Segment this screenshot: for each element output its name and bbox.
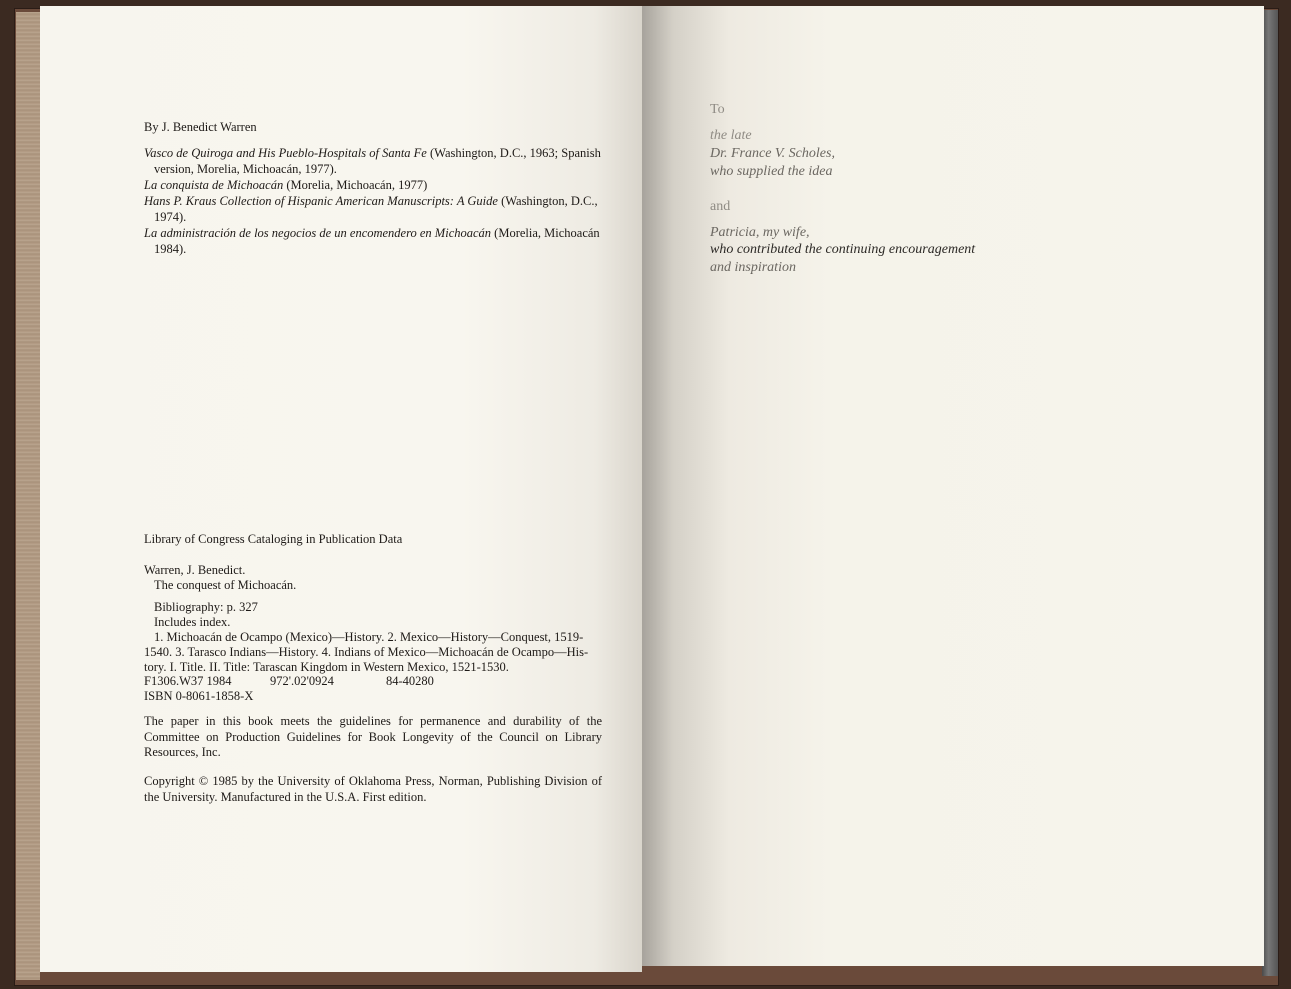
paper-note: The paper in this book meets the guidelines for permanence and durability of the Committee on Production Guidelines for Book Longevity of the Council on Library Resources, Inc. [144, 714, 602, 760]
cover-edge [16, 12, 40, 980]
dedication-line: Dr. France V. Scholes, [710, 146, 835, 161]
work-title: La conquista de Michoacán [144, 178, 284, 192]
work-item-continued: 1974). [154, 210, 187, 224]
left-page [40, 6, 642, 972]
work-item [144, 194, 598, 210]
cip-subjects-line: tory. I. Title. II. Title: Tarascan Kingdom in Western Mexico, 1521-1530. [144, 660, 509, 674]
cip-author: Warren, J. Benedict. [144, 563, 246, 577]
dedication-line: who supplied the idea [710, 164, 833, 179]
copyright-notice: Copyright © 1985 by the University of Oklahoma Press, Norman, Publishing Division of the University. Manufactured in the U.S.A. First edition. [144, 774, 602, 804]
author-line: By J. Benedict Warren [144, 120, 257, 134]
cip-heading: Library of Congress Cataloging in Publication Data [144, 532, 403, 546]
work-item [144, 146, 601, 162]
work-details: (Washington, D.C., 1963; Spanish [426, 146, 601, 160]
dedication-line: Patricia, my wife, [710, 225, 810, 240]
cip-title: The conquest of Michoacán. [154, 578, 297, 592]
cip-call-number: F1306.W37 1984 [144, 674, 232, 688]
work-title: La administración de los negocios de un encomendero en Michoacán [144, 226, 492, 240]
work-item [144, 226, 600, 242]
dedication-line: the late [710, 128, 752, 143]
cip-bibliography: Bibliography: p. 327 [154, 600, 258, 614]
cip-subjects-line: 1540. 3. Tarasco Indians—History. 4. Indians of Mexico—Michoacán de Ocampo—His- [144, 645, 589, 659]
dedication-to: To [710, 102, 725, 117]
work-item-continued: version, Morelia, Michoacán, 1977). [154, 162, 337, 176]
cip-index: Includes index. [154, 615, 231, 629]
work-item-continued: 1984). [154, 242, 187, 256]
work-details: (Washington, D.C., [497, 194, 598, 208]
cip-dewey: 972'.02'0924 [270, 674, 334, 688]
work-item [144, 178, 427, 194]
page-edges [1262, 10, 1278, 976]
work-title: Hans P. Kraus Collection of Hispanic American Manuscripts: A Guide [144, 194, 498, 208]
dedication-line: and inspiration [710, 260, 796, 275]
dedication-and: and [710, 199, 731, 214]
cip-isbn: ISBN 0-8061-1858-X [144, 689, 254, 703]
work-details: (Morelia, Michoacán [491, 226, 600, 240]
dedication-line: who contributed the continuing encouragement [710, 242, 976, 257]
work-details: (Morelia, Michoacán, 1977) [283, 178, 428, 192]
cip-lccn: 84-40280 [386, 674, 434, 688]
cip-subjects-line: 1. Michoacán de Ocampo (Mexico)—History. 2. Mexico—History—Conquest, 1519- [154, 630, 584, 644]
work-title: Vasco de Quiroga and His Pueblo-Hospitals of Santa Fe [144, 146, 427, 160]
